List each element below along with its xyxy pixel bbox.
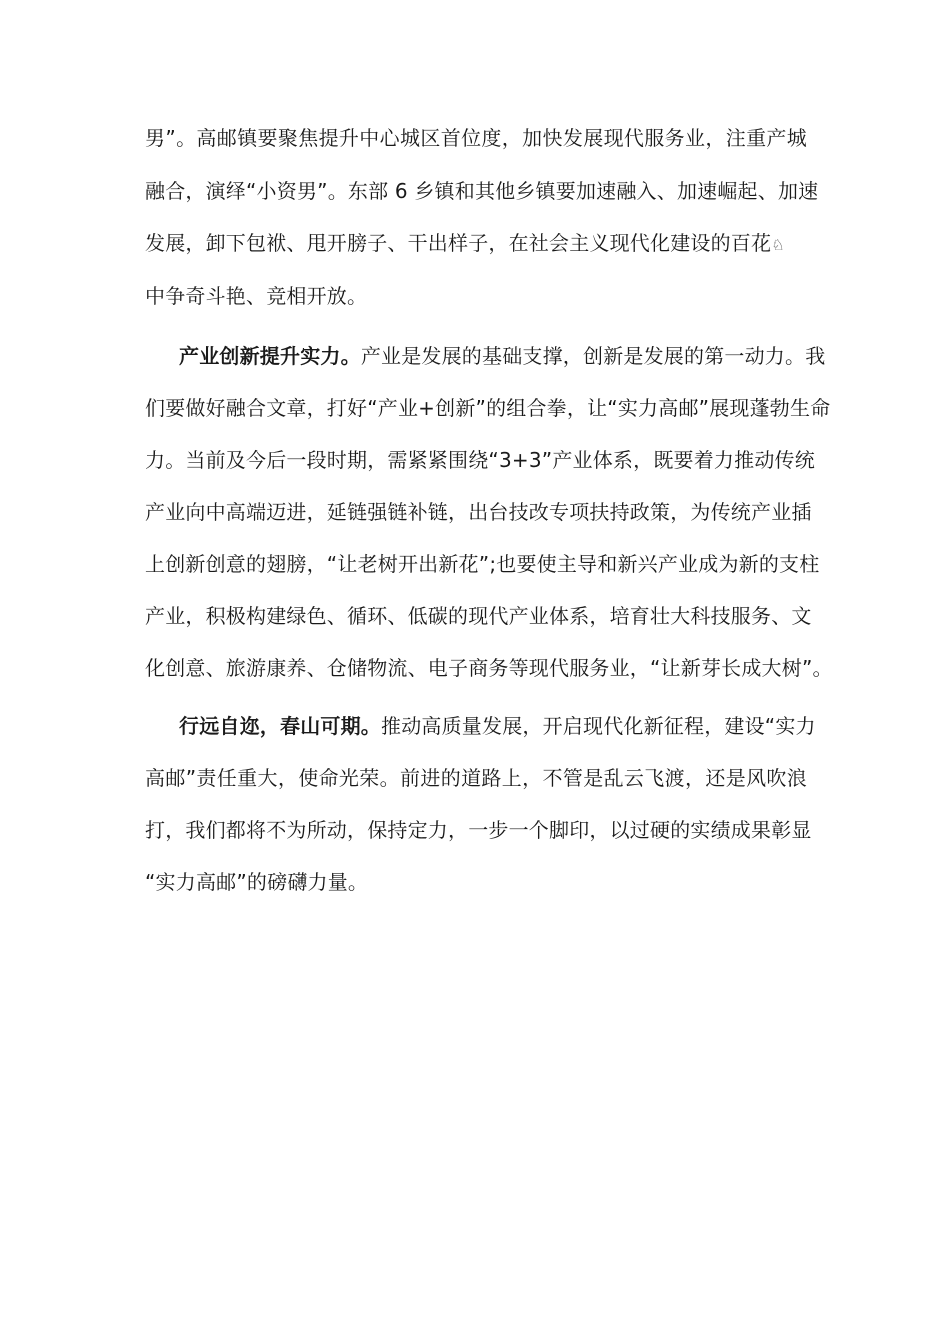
paragraph-lead-heading: 产业创新提升实力。 [179, 344, 361, 368]
text-line: 融合，演绎“小资男”。东部 6 乡镇和其他乡镇要加速融入、加速崛起、加速 [145, 179, 819, 203]
text-line-content: 推动高质量发展，开启现代化新征程，建设“实力 [381, 714, 816, 738]
paragraph-lead-heading: 行远自迩，春山可期。 [179, 714, 381, 738]
text-line: 们要做好融合文章，打好“产业+创新”的组合拳，让“实力高邮”展现蓬勃生命 [145, 396, 831, 420]
paragraph-first-line [179, 336, 826, 376]
text-line: “实力高邮”的磅礴力量。 [145, 870, 369, 894]
text-line: 产业向中高端迈进，延链强链补链，出台技改专项扶持政策，为传统产业插 [145, 500, 812, 524]
text-line: 中争奇斗艳、竞相开放。 [145, 284, 368, 308]
broken-glyph-icon: ♘ [771, 236, 785, 254]
text-line: 力。当前及今后一段时期，需紧紧围绕“3+3”产业体系，既要着力推动传统 [145, 448, 815, 472]
text-line: 化创意、旅游康养、仓储物流、电子商务等现代服务业，“让新芽长成大树”。 [145, 656, 833, 680]
paragraph-first-line [179, 706, 816, 746]
text-line: 高邮”责任重大，使命光荣。前进的道路上，不管是乱云飞渡，还是风吹浪 [145, 766, 807, 790]
text-line [145, 223, 785, 263]
text-line: 上创新创意的翅膀，“让老树开出新花”;也要使主导和新兴产业成为新的支柱 [145, 552, 820, 576]
text-line: 产业，积极构建绿色、循环、低碳的现代产业体系，培育壮大科技服务、文 [145, 604, 812, 628]
text-line: 男”。高邮镇要聚焦提升中心城区首位度，加快发展现代服务业，注重产城 [145, 126, 807, 150]
text-line-content: 发展，卸下包袱、甩开膀子、干出样子，在社会主义现代化建设的百花 [145, 231, 772, 255]
text-line-content: 产业是发展的基础支撑，创新是发展的第一动力。我 [360, 344, 826, 368]
text-line: 打，我们都将不为所动，保持定力，一步一个脚印，以过硬的实绩成果彰显 [145, 818, 812, 842]
